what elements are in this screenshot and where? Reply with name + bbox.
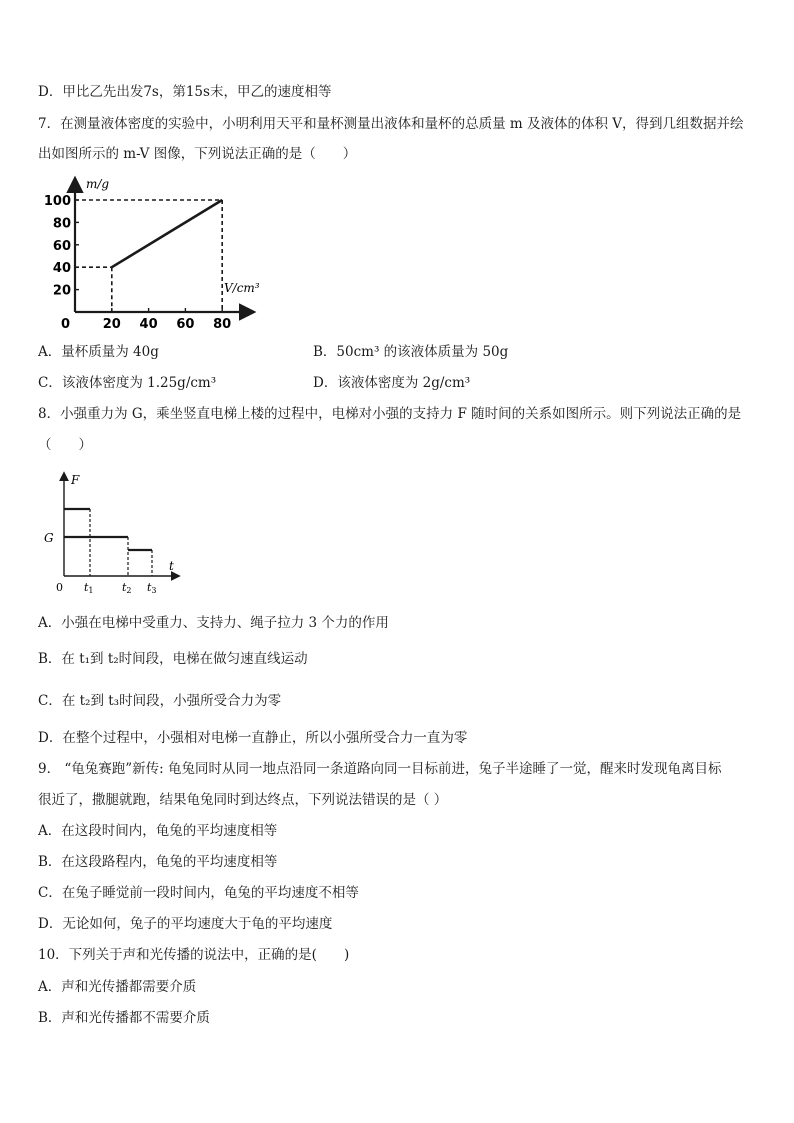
q7-y-tick-label: 60 (52, 238, 71, 254)
svg-text:t2 (122, 581, 132, 595)
svg-text:t3 (147, 581, 157, 595)
q7-data-line (112, 200, 222, 267)
q8-option-c: C．在 t₂到 t₃时间段，小强所受合力为零 (38, 693, 282, 709)
q9-option-a: A．在这段时间内，龟兔的平均速度相等 (38, 823, 278, 839)
q9-stem-line1: 9． “龟兔赛跑”新传: 龟兔同时从同一地点沿同一条道路向同一目标前进，兔子半途睡了一觉，醒来时发现龟离目标 (38, 761, 722, 777)
q7-option-b: B．50cm³ 的该液体质量为 50g (313, 344, 509, 360)
q8-y-label: F (71, 473, 80, 487)
q7-stem-line2: 出如图所示的 m-V 图像，下列说法正确的是（ ） (38, 146, 357, 162)
q7-x-tick-label: 80 (213, 317, 232, 332)
q9-stem-line2: 很近了，撒腿就跑，结果龟兔同时到达终点，下列说法错误的是（ ） (38, 792, 448, 808)
q7-y-tick-label: 80 (52, 216, 71, 232)
svg-text:t1 (84, 581, 94, 595)
q9-option-d: D．无论如何，兔子的平均速度大于龟的平均速度 (38, 916, 333, 932)
q7-y-ticks (44, 194, 79, 299)
q10-option-b: B．声和光传播都不需要介质 (38, 1010, 210, 1026)
q8-t2-label: t (122, 581, 127, 594)
q7-stem-line1: 7．在测量液体密度的实验中，小明利用天平和量杯测量出液体和量杯的总质量 m 及液体的体积 V，得到几组数据并绘 (38, 116, 744, 132)
q8-stem-line1: 8．小强重力为 G，乘坐竖直电梯上楼的过程中，电梯对小强的支持力 F 随时间的关系如图所示。则下列说法正确的是 (38, 406, 742, 422)
q7-option-c: C．该液体密度为 1.25g/cm³ (38, 375, 217, 391)
q8-origin: 0 (56, 581, 63, 594)
q7-y-tick-label: 100 (43, 194, 71, 209)
q7-y-tick-label: 40 (52, 261, 71, 277)
q8-stem-line2: （ ） (38, 437, 92, 453)
q7-x-label: V/cm³ (224, 281, 260, 295)
q8-t3-sub: 3 (151, 586, 157, 595)
q8-force-time-graph (38, 470, 188, 600)
q7-x-tick-label: 40 (139, 317, 158, 332)
q10-option-a: A．声和光传播都需要介质 (38, 979, 197, 995)
q8-t3-label: t (147, 581, 152, 594)
q8-option-b: B．在 t₁到 t₂时间段，电梯在做匀速直线运动 (38, 651, 308, 667)
q8-t2-sub: 2 (126, 586, 132, 595)
q8-option-a: A．小强在电梯中受重力、支持力、绳子拉力 3 个力的作用 (38, 615, 389, 631)
q10-stem-line1: 10．下列关于声和光传播的说法中，正确的是( ) (38, 947, 350, 963)
q8-t1-label: t (84, 581, 89, 594)
q8-g-label: G (44, 531, 54, 545)
q7-x-tick-label: 20 (102, 317, 121, 332)
q7-origin: 0 (61, 317, 71, 332)
q9-option-c: C．在兔子睡觉前一段时间内，龟兔的平均速度不相等 (38, 885, 359, 901)
q7-y-label: m/g (86, 177, 110, 191)
q8-t1-sub: 1 (88, 586, 94, 595)
q8-option-d: D．在整个过程中，小强相对电梯一直静止，所以小强所受合力一直为零 (38, 730, 468, 746)
q6-option-d: D．甲比乙先出发7s，第15s末，甲乙的速度相等 (38, 84, 332, 100)
q7-option-d: D．该液体密度为 2g/cm³ (313, 375, 471, 391)
q7-mv-graph (30, 172, 270, 332)
q7-x-tick-label: 60 (176, 317, 195, 332)
q7-option-a: A．量杯质量为 40g (38, 344, 159, 360)
q8-x-label: t (169, 559, 174, 573)
q7-y-tick-label: 20 (52, 283, 71, 299)
q9-option-b: B．在这段路程内，龟兔的平均速度相等 (38, 854, 278, 870)
